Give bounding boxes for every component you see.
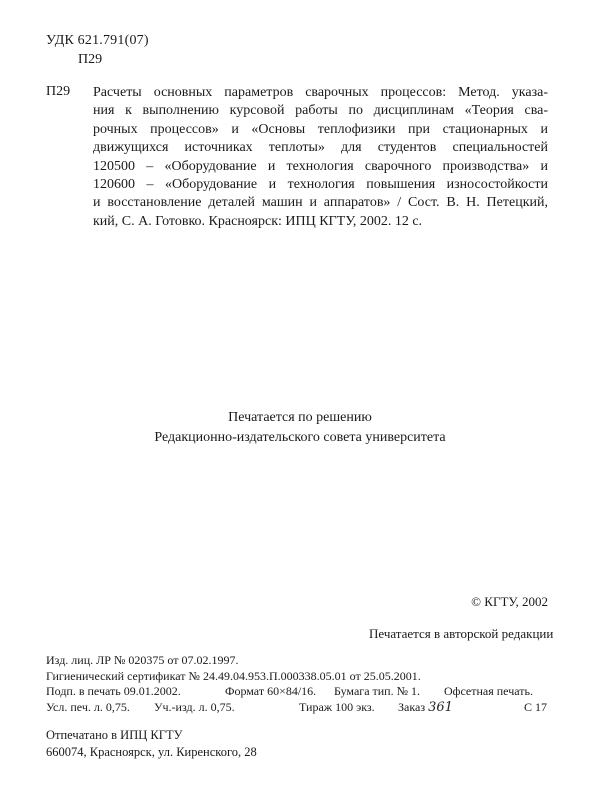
license-line: Изд. лиц. ЛР № 020375 от 07.02.1997. xyxy=(46,653,239,667)
printed-at-block xyxy=(46,727,257,761)
bibliographic-abstract xyxy=(93,84,548,231)
copyright-notice xyxy=(471,594,548,610)
abstract-index-label: П29 xyxy=(46,84,71,99)
abstract-line: Расчеты основных параметров сварочных процессов: Метод. указа- xyxy=(93,85,548,100)
printed-at-line: Отпечатано в ИПЦ КГТУ xyxy=(46,728,183,742)
abstract-line: и восстановление деталей машин и аппаратов» / Сост. В. Н. Петецкий, xyxy=(93,195,548,211)
printed-sheets: Усл. печ. л. 0,75. xyxy=(46,699,130,714)
paper-type: Бумага тип. № 1. xyxy=(334,684,421,699)
print-run: Тираж 100 экз. xyxy=(299,699,375,714)
order-number-handwritten: 361 xyxy=(428,699,453,715)
abstract-line: ния к выполнению курсовой работы по дисциплинам «Теория сва- xyxy=(93,103,548,119)
author-cipher: П29 xyxy=(78,52,103,67)
author-edition-note: Печатается в авторской редакции xyxy=(369,626,554,641)
printed-at-address: 660074, Красноярск, ул. Киренского, 28 xyxy=(46,745,257,759)
sheets-line xyxy=(46,700,550,716)
print-details-line xyxy=(46,684,550,700)
order-label: Заказ xyxy=(398,699,426,714)
imprint-block xyxy=(46,653,550,715)
copyright-symbol: © xyxy=(471,594,482,609)
print-decision-line: Редакционно-издательского совета университета xyxy=(154,430,446,445)
page-reference: С 17 xyxy=(524,699,548,714)
order-info xyxy=(398,700,453,716)
print-decision-line: Печатается по решению xyxy=(228,410,372,425)
signed-for-print: Подп. в печать 09.01.2002. xyxy=(46,684,181,699)
udk-code: УДК 621.791(07) xyxy=(46,33,149,48)
abstract-line: рочных процессов» и «Основы теплофизики при стационарных и xyxy=(93,121,548,137)
abstract-line: 120600 – «Оборудование и технология повышения износостойкости xyxy=(93,177,548,193)
print-method: Офсетная печать. xyxy=(444,684,533,699)
hygiene-certificate-line: Гигиенический сертификат № 24.49.04.953.П.000338.05.01 от 25.05.2001. xyxy=(46,668,421,683)
publisher-sheets: Уч.-изд. л. 0,75. xyxy=(154,699,235,714)
abstract-line: 120500 – «Оборудование и технология сварочного производства» и xyxy=(93,158,548,174)
abstract-line: кий, С. А. Готовко. Красноярск: ИПЦ КГТУ, 2002. 12 с. xyxy=(93,213,423,229)
format-value: Формат 60×84/16. xyxy=(225,684,317,699)
copyright-text: КГТУ, 2002 xyxy=(484,594,548,609)
print-decision-block xyxy=(0,408,600,448)
abstract-line: движущихся источниках теплоты» для студентов специальностей xyxy=(93,140,548,156)
